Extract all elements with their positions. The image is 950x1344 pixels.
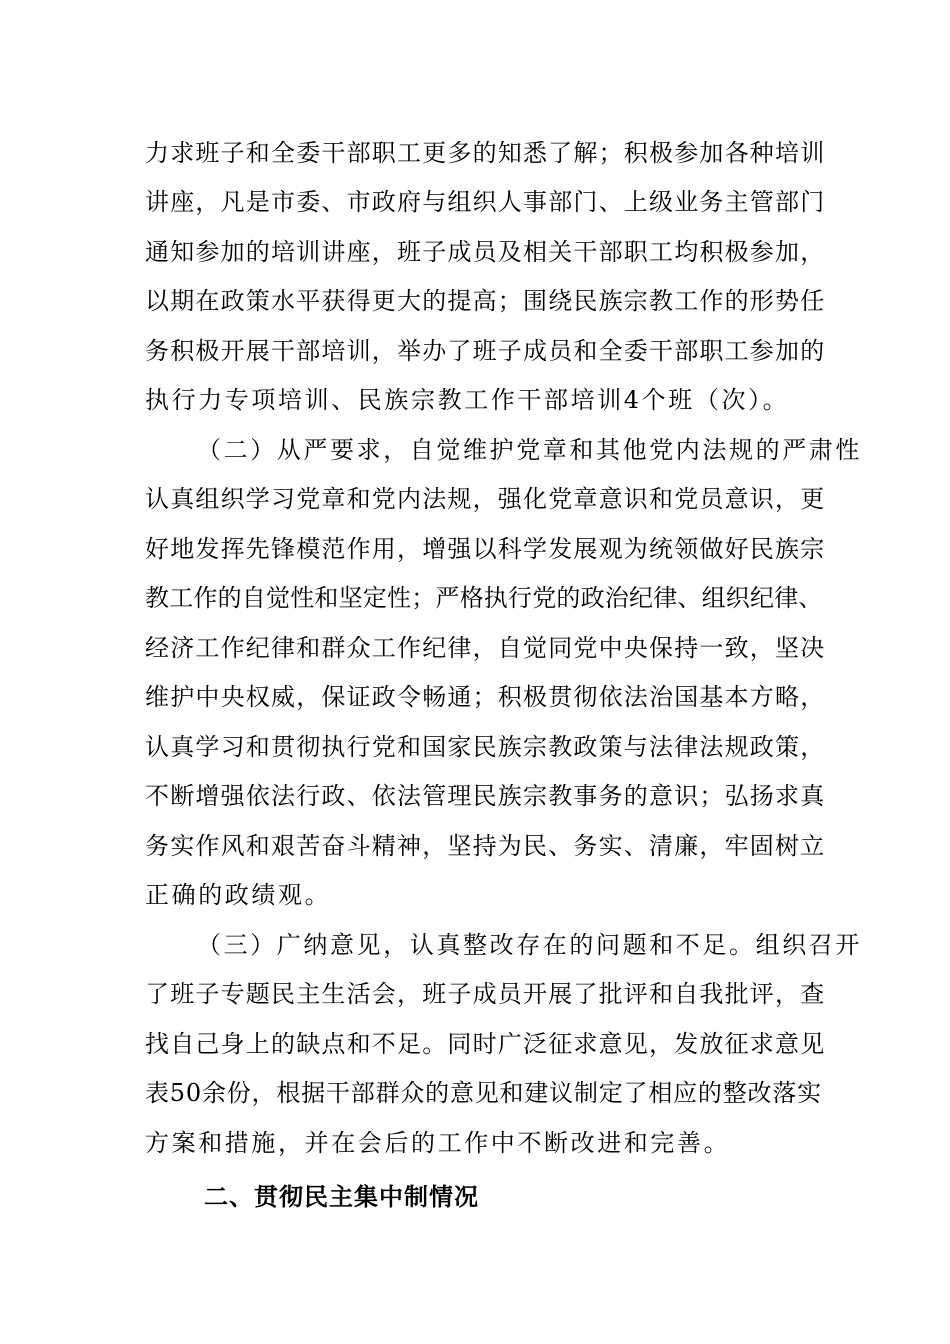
text-line: 找自己身上的缺点和不足。同时广泛征求意见，发放征求意见: [145, 1030, 826, 1058]
text-line: 务实作风和艰苦奋斗精神，坚持为民、务实、清廉，牢固树立: [145, 832, 826, 860]
text-line: 认真学习和贯彻执行党和国家民族宗教政策与法律法规政策，: [145, 733, 826, 761]
text-line: 不断增强依法行政、依法管理民族宗教事务的意识；弘扬求真: [145, 782, 826, 810]
text-line: 讲座，凡是市委、市政府与组织人事部门、上级业务主管部门: [145, 188, 826, 216]
text-line: 好地发挥先锋模范作用，增强以科学发展观为统领做好民族宗: [145, 535, 826, 563]
text-line: 正确的政绩观。: [145, 881, 332, 909]
paragraph-start: （二）从严要求，自觉维护党章和其他党内法规的严肃性: [197, 436, 862, 464]
text-line: 力求班子和全委干部职工更多的知悉了解；积极参加各种培训: [145, 139, 826, 167]
text-line: 通知参加的培训讲座，班子成员及相关干部职工均积极参加，: [145, 238, 826, 266]
text-line: 务积极开展干部培训，举办了班子成员和全委干部职工参加的: [145, 337, 826, 365]
section-heading: 二、贯彻民主集中制情况: [204, 1183, 479, 1211]
text-line: 方案和措施，并在会后的工作中不断改进和完善。: [145, 1129, 731, 1157]
text-line: 经济工作纪律和群众工作纪律，自觉同党中央保持一致，坚决: [145, 634, 826, 662]
paragraph-start: （三）广纳意见，认真整改存在的问题和不足。组织召开: [197, 931, 862, 959]
text-line: 执行力专项培训、民族宗教工作干部培训4个班（次）。: [145, 386, 790, 414]
text-line: 表50余份，根据干部群众的意见和建议制定了相应的整改落实: [145, 1079, 822, 1107]
text-line: 了班子专题民主生活会，班子成员开展了批评和自我批评，查: [145, 980, 826, 1008]
text-line: 以期在政策水平获得更大的提高；围绕民族宗教工作的形势任: [145, 287, 826, 315]
text-line: 教工作的自觉性和坚定性；严格执行党的政治纪律、组织纪律、: [145, 584, 823, 612]
text-line: 认真组织学习党章和党内法规，强化党章意识和党员意识，更: [145, 485, 826, 513]
text-line: 维护中央权威，保证政令畅通；积极贯彻依法治国基本方略，: [145, 683, 826, 711]
